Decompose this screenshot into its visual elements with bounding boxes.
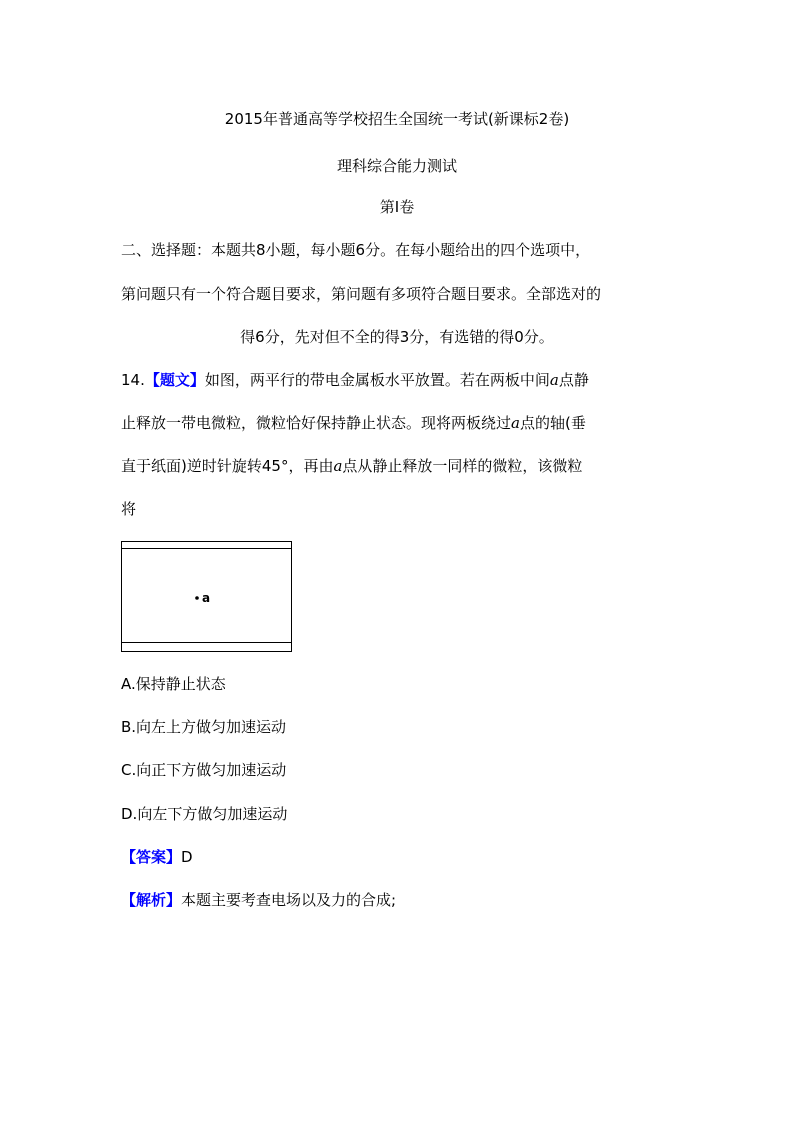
question-line-2 bbox=[121, 413, 586, 433]
exam-subtitle: 理科综合能力测试 bbox=[336, 157, 457, 175]
question-text-2b: 点的轴(垂 bbox=[519, 414, 586, 432]
point-a-label: a bbox=[202, 591, 211, 605]
analysis-text: 本题主要考查电场以及力的合成; bbox=[181, 891, 397, 909]
question-tag: 【题文】 bbox=[144, 371, 205, 389]
answer-tag: 【答案】 bbox=[121, 848, 182, 866]
option-d: D.向左下方做匀加速运动 bbox=[121, 805, 288, 823]
section-instructions-line-2: 第问题只有一个符合题目要求，第问题有多项符合题目要求。全部选对的 bbox=[121, 285, 602, 303]
option-a: A.保持静止状态 bbox=[121, 675, 226, 693]
analysis-line bbox=[121, 890, 396, 910]
section-instructions-line-3: 得6分，先对但不全的得3分，有选错的得0分。 bbox=[240, 328, 554, 346]
question-text-3a: 直于纸面)逆时针旋转45°，再由 bbox=[121, 457, 334, 475]
variable-a: a bbox=[549, 371, 559, 389]
section-instructions-line-1: 二、选择题：本题共8小题，每小题6分。在每小题给出的四个选项中， bbox=[121, 241, 591, 259]
variable-a: a bbox=[333, 457, 343, 475]
question-line-4: 将 bbox=[121, 500, 137, 518]
question-text-1b: 点静 bbox=[558, 371, 589, 389]
answer-line bbox=[121, 847, 193, 867]
option-b: B.向左上方做匀加速运动 bbox=[121, 718, 287, 736]
option-c: C.向正下方做匀加速运动 bbox=[121, 761, 287, 779]
parallel-plates-figure bbox=[121, 541, 292, 652]
question-line-1 bbox=[121, 370, 589, 390]
particle-point bbox=[195, 596, 199, 600]
answer-value: D bbox=[181, 848, 193, 866]
question-text-2a: 止释放一带电微粒，微粒恰好保持静止状态。现将两板绕过 bbox=[121, 414, 512, 432]
volume-heading: 第Ⅰ卷 bbox=[379, 198, 415, 216]
analysis-tag: 【解析】 bbox=[121, 891, 182, 909]
exam-title: 2015年普通高等学校招生全国统一考试(新课标2卷) bbox=[224, 110, 570, 128]
question-text-1a: 如图，两平行的带电金属板水平放置。若在两板中间 bbox=[204, 371, 550, 389]
question-text-3b: 点从静止释放一同样的微粒，该微粒 bbox=[342, 457, 583, 475]
question-number: 14. bbox=[121, 371, 145, 389]
question-line-3 bbox=[121, 456, 582, 476]
variable-a: a bbox=[511, 414, 520, 432]
